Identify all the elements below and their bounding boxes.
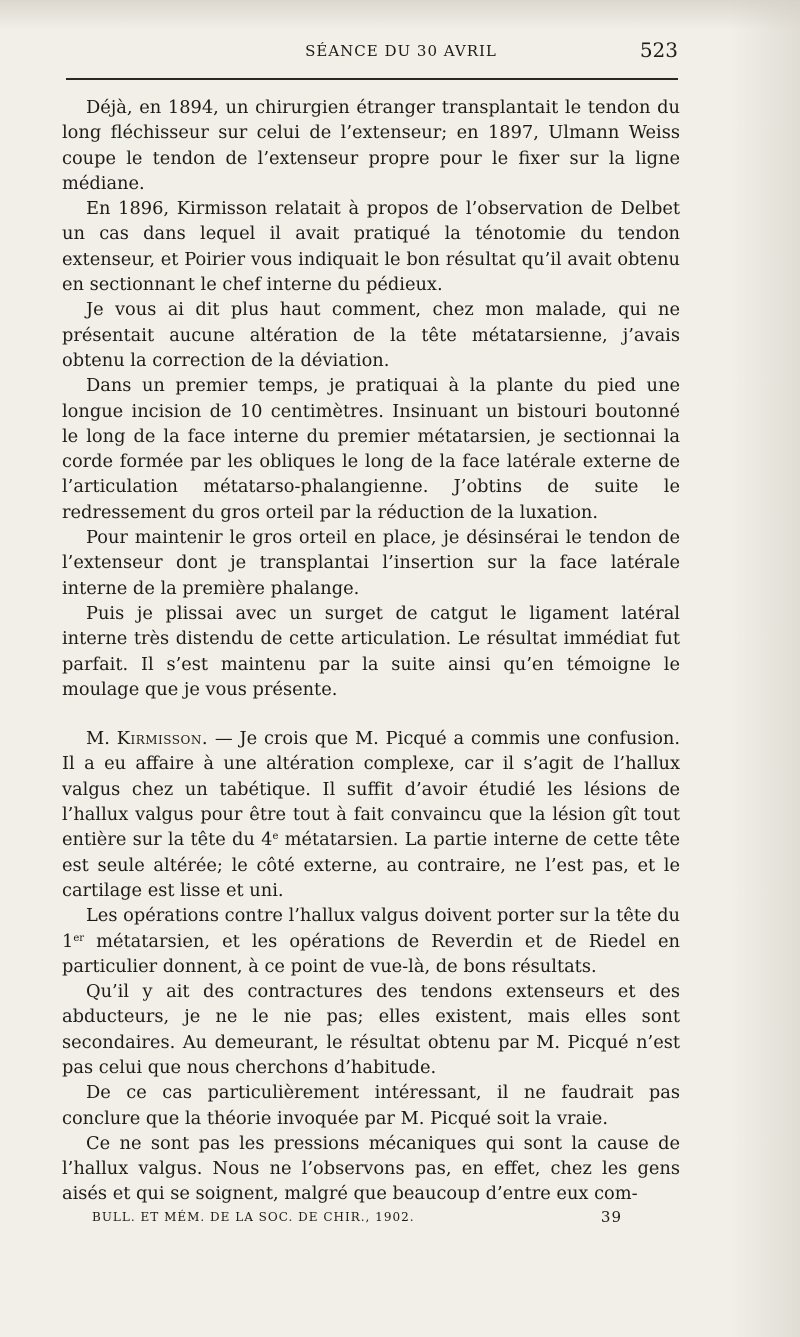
paragraph: Déjà, en 1894, un chirurgien étranger transplantait le tendon du long fléchisseur sur celui de l’extenseur; en 1897, Ulmann Weiss coupe le tendon de l’extenseur propre pour le fixer sur la ligne médiane. xyxy=(62,97,680,194)
paragraph: En 1896, Kirmisson relatait à propos de l’observation de Delbet un cas dans lequel il avait pratiqué la ténotomie du tendon extenseur, et Poirier vous indiquait le bon résultat qu’il avait obtenu en sectionnant le chef interne du pédieux. xyxy=(62,198,680,296)
signature-mark: 39 xyxy=(600,1208,622,1226)
running-header xyxy=(62,36,680,76)
ordinal-superscript: er xyxy=(73,932,85,944)
page-edge-shading xyxy=(730,0,800,1337)
header-rule xyxy=(66,78,678,80)
paragraph xyxy=(62,903,680,979)
kirmisson-text-after: métatarsien. La partie interne de cette tête est seule altérée; le côté externe, au contraire, ne l’est pas, et le cartilage est lisse et uni. xyxy=(62,829,680,901)
page-footer xyxy=(92,1208,622,1232)
body-text xyxy=(62,95,680,1207)
speaker-prefix: M. xyxy=(86,728,117,750)
paragraph: Dans un premier temps, je pratiquai à la plante du pied une longue incision de 10 centimètres. Insinuant un bistouri boutonné le long de la face interne du premier métatarsien, je sectionnai la corde formée par les obliques le long de la face latérale externe de l’articulation métatarso-phalangienne. J’obtins de suite le redressement du gros orteil par la réduction de la luxation. xyxy=(62,375,680,523)
paragraph: De ce cas particulièrement intéressant, il ne faudrait pas conclure que la théorie invoquée par M. Picqué soit la vraie. xyxy=(62,1082,680,1129)
header-title: SÉANCE DU 30 AVRIL xyxy=(305,42,497,60)
paragraph: Puis je plissai avec un surget de catgut le ligament latéral interne très distendu de cette articulation. Le résultat immédiat fut parfait. Il s’est maintenu par la suite ainsi qu’en témoigne le moulage que je vous présente. xyxy=(62,602,680,700)
paragraph: Pour maintenir le gros orteil en place, je désinsérai le tendon de l’extenseur dont je transplantai l’insertion sur la face latérale interne de la première phalange. xyxy=(62,527,680,599)
kirmisson-text: — Je crois que M. Picqué a commis une confusion. Il a eu affaire à une altération complexe, car il s’agit de l’hallux valgus chez un tabétique. Il suffit d’avoir étudié les lésions de l’hallux valgus pour être tout à fait convaincu que la lésion gît tout entière sur la tête du 4 xyxy=(62,728,680,851)
speaker-name: Kirmisson. xyxy=(116,728,209,750)
ops-text-before: Les opérations contre l’hallux valgus doivent porter sur la tête du 1 xyxy=(62,905,680,952)
page-number: 523 xyxy=(639,38,678,62)
page-top-shading xyxy=(0,0,800,30)
paragraph: Je vous ai dit plus haut comment, chez mon malade, qui ne présentait aucune altération de la tête métatarsienne, j’avais obtenu la correction de la déviation. xyxy=(62,299,680,371)
paragraph: Ce ne sont pas les pressions mécaniques qui sont la cause de l’hallux valgus. Nous ne l’observons pas, en effet, chez les gens aisés et qui se soignent, malgré que beaucoup d’entre eux com- xyxy=(62,1132,680,1205)
paragraph: Qu’il y ait des contractures des tendons extenseurs et des abducteurs, je ne le nie pas; elles existent, mais elles sont secondaires. Au demeurant, le résultat obtenu par M. Picqué n’est pas celui que nous cherchons d’habitude. xyxy=(62,981,680,1078)
footer-citation: BULL. ET MÉM. DE LA SOC. DE CHIR., 1902. xyxy=(92,1210,415,1224)
ordinal-superscript: e xyxy=(272,831,279,843)
ops-text-after: métatarsien, et les opérations de Reverdin et de Riedel en particulier donnent, à ce point de vue-là, de bons résultats. xyxy=(62,930,680,977)
kirmisson-paragraph xyxy=(62,726,680,903)
